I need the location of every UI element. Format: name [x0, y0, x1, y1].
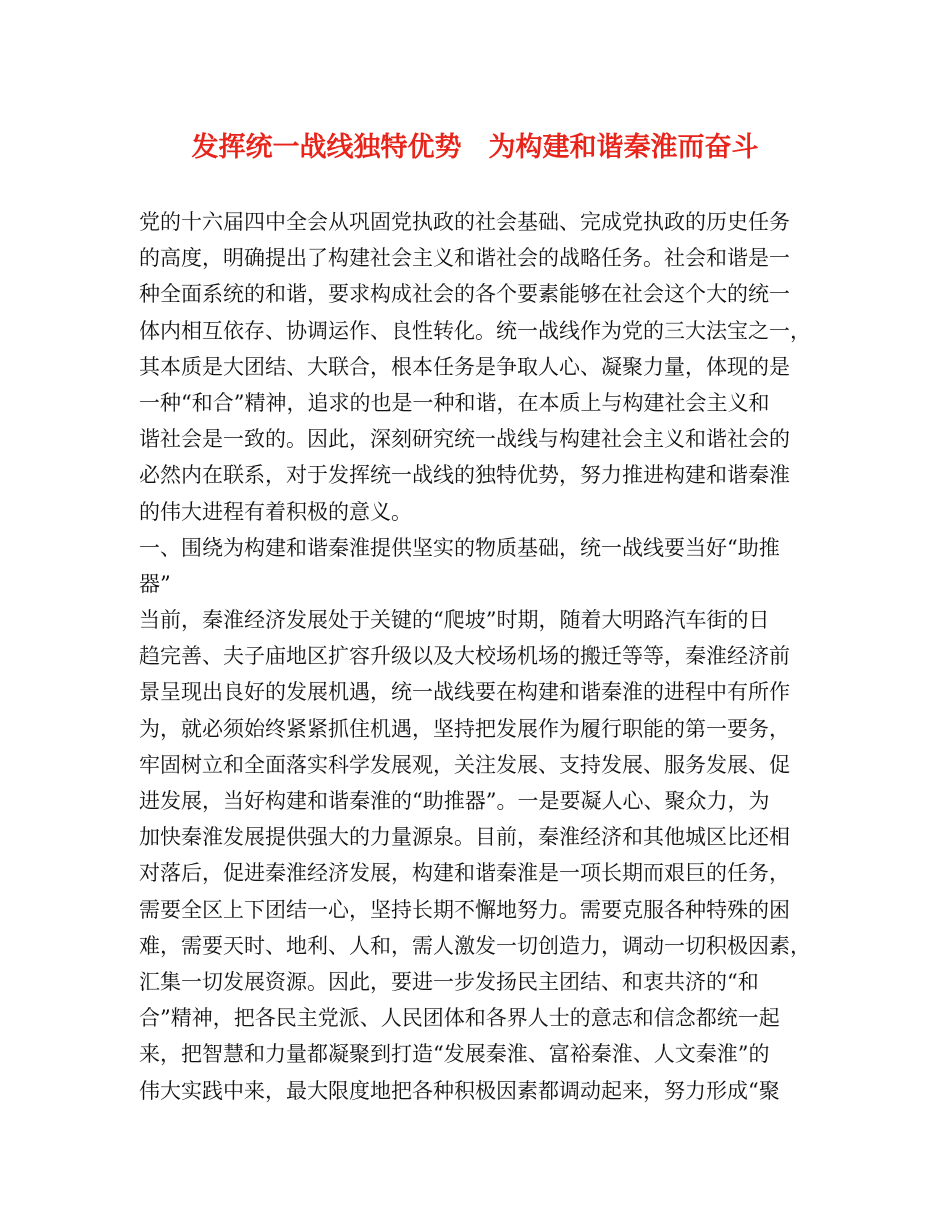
- body-line: 种全面系统的和谐，要求构成社会的各个要素能够在社会这个大的统一: [139, 282, 790, 307]
- body-line: 伟大实践中来，最大限度地把各种积极因素都调动起来，努力形成“聚: [139, 1078, 780, 1103]
- document-body: [139, 204, 829, 1109]
- body-line: 加快秦淮发展提供强大的力量源泉。目前，秦淮经济和其他城区比还相: [139, 825, 790, 850]
- body-line: 来，把智慧和力量都凝聚到打造“发展秦淮、富裕秦淮、人文秦淮”的: [139, 1042, 770, 1067]
- body-line: 当前，秦淮经济发展处于关键的“爬坡”时期，随着大明路汽车街的日: [139, 608, 770, 633]
- body-line: 的伟大进程有着积极的意义。: [139, 499, 412, 524]
- body-line: 合”精神，把各民主党派、人民团体和各界人士的意志和信念都统一起: [139, 1006, 780, 1031]
- body-line: 对落后，促进秦淮经济发展，构建和谐秦淮是一项长期而艰巨的任务，: [139, 861, 790, 886]
- section-heading-line: 器”: [139, 571, 171, 596]
- body-line: 其本质是大团结、大联合，根本任务是争取人心、凝聚力量，体现的是: [139, 354, 790, 379]
- body-line: 景呈现出良好的发展机遇，统一战线要在构建和谐秦淮的进程中有所作: [139, 680, 790, 705]
- body-line: 进发展，当好构建和谐秦淮的“助推器”。一是要凝人心、聚众力，为: [139, 789, 770, 813]
- body-line: 必然内在联系，对于发挥统一战线的独特优势，努力推进构建和谐秦淮: [139, 463, 790, 488]
- body-line: 党的十六届四中全会从巩固党执政的社会基础、完成党执政的历史任务: [139, 210, 790, 234]
- body-line: 汇集一切发展资源。因此，要进一步发扬民主团结、和衷共济的“和: [139, 969, 759, 994]
- body-line: 为，就必须始终紧紧抓住机遇，坚持把发展作为履行职能的第一要务，: [139, 716, 790, 741]
- body-line: 难，需要天时、地利、人和，需人激发一切创造力，调动一切积极因素，: [139, 933, 811, 958]
- body-line: 趋完善、夫子庙地区扩容升级以及大校场机场的搬迁等等，秦淮经济前: [139, 644, 790, 669]
- body-line: 谐社会是一致的。因此，深刻研究统一战线与构建社会主义和谐社会的: [139, 427, 790, 452]
- body-line: 的高度，明确提出了构建社会主义和谐社会的战略任务。社会和谐是一: [139, 246, 790, 271]
- section-heading-line: 一、围绕为构建和谐秦淮提供坚实的物质基础，统一战线要当好“助推: [139, 535, 780, 560]
- body-line: 一种“和合”精神，追求的也是一种和谐，在本质上与构建社会主义和: [139, 390, 770, 415]
- body-line: 体内相互依存、协调运作、良性转化。统一战线作为党的三大法宝之一，: [139, 318, 811, 343]
- body-line: 需要全区上下团结一心，坚持长期不懈地努力。需要克服各种特殊的困: [139, 897, 790, 922]
- body-line: 牢固树立和全面落实科学发展观，关注发展、支持发展、服务发展、促: [139, 752, 790, 777]
- document-title: 发挥统一战线独特优势 为构建和谐秦淮而奋斗: [191, 132, 759, 163]
